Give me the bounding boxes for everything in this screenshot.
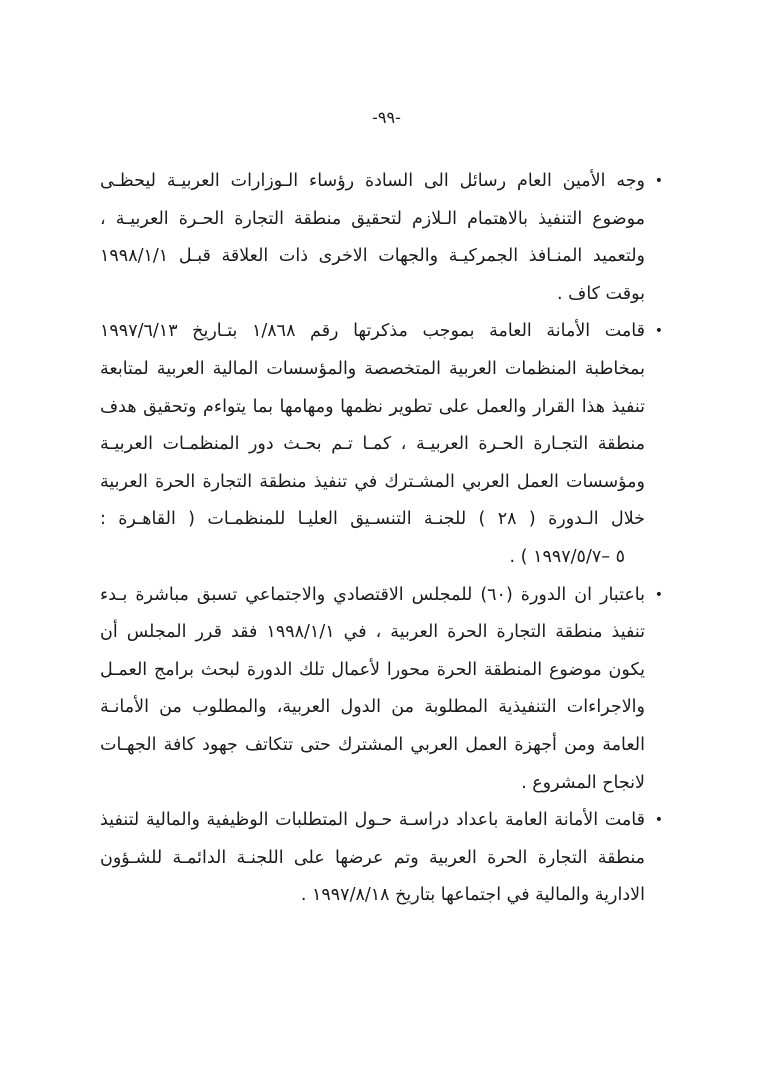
bullet-paragraph [100,163,661,313]
text-line: العامة ومن أجهزة العمل العربي المشترك حتى تتكاتف جهود كافة الجهـات [100,734,645,755]
text-line: باعتبار ان الدورة (٦٠) للمجلس الاقتصادي والاجتماعي تسبق مباشرة بـدء [100,584,645,605]
bullet-paragraph [100,313,661,576]
text-line: لانجاح المشروع . [521,772,645,793]
text-line: ومؤسسات العمل العربي المشـترك في تنفيذ منطقة التجارة الحرة العربية [100,471,645,492]
bullet-paragraph [100,802,661,915]
bullet-marker-icon: • [654,323,663,340]
text-line: الادارية والمالية في اجتماعها بتاريخ ١٩٩٧/٨/١٨ . [300,885,645,906]
text-line: تنفيذ هذا القرار والعمل على تطوير نظمها ومهامها بما يتواءم وتحقيق هدف [100,396,645,417]
text-line: يكون موضوع المنطقة الحرة محورا لأعمال تلك الدورة لبحث برامج العمـل [100,659,645,680]
text-line: تنفيذ منطقة التجارة الحرة العربية ، في ١٩٩٨/١/١ فقد قرر المجلس أن [100,622,645,643]
text-line: منطقة التجـارة الحـرة العربيـة ، كمـا تـم بحـث دور المنظمـات العربيـة [100,434,645,455]
text-line: منطقة التجارة الحرة العربية وتم عرضها على اللجنـة الدائمـة للشـؤون [100,847,645,868]
text-line: بوقت كاف . [557,283,645,304]
text-line: والاجراءات التنفيذية المطلوبة من الدول العربية، والمطلوب من الأمانـة [100,697,645,718]
bullet-marker-icon: • [654,586,663,603]
document-body [100,163,661,915]
text-line: وجه الأمين العام رسائل الى السادة رؤساء الـوزارات العربيـة ليحظـى [100,171,645,191]
text-line: ٥ –١٩٩٧/٥/٧ ) . [509,546,625,567]
text-line: موضوع التنفيذ بالاهتمام الـلازم لتحقيق منطقة التجارة الحـرة العربيـة ، [100,208,645,229]
bullet-marker-icon: • [654,812,663,829]
bullet-marker-icon: • [654,173,663,189]
text-line: قامت الأمانة العامة باعداد دراسـة حـول المتطلبات الوظيفية والمالية لتنفيذ [100,810,645,831]
text-line: قامت الأمانة العامة بموجب مذكرتها رقم ١/٨٦٨ بتـاريخ ١٩٩٧/٦/١٣ [100,321,645,342]
bullet-paragraph [100,577,661,803]
text-line: خلال الـدورة ( ٢٨ ) للجنـة التنسـيق العليـا للمنظمـات ( القاهـرة : [100,509,645,530]
page-number: -٩٩- [372,108,401,127]
text-line: ولتعميد المنـافذ الجمركيـة والجهات الاخرى ذات العلاقة قبـل ١٩٩٨/١/١ [100,246,645,267]
text-line: بمخاطبة المنظمات العربية المتخصصة والمؤسسات المالية العربية لمتابعة [100,358,645,379]
